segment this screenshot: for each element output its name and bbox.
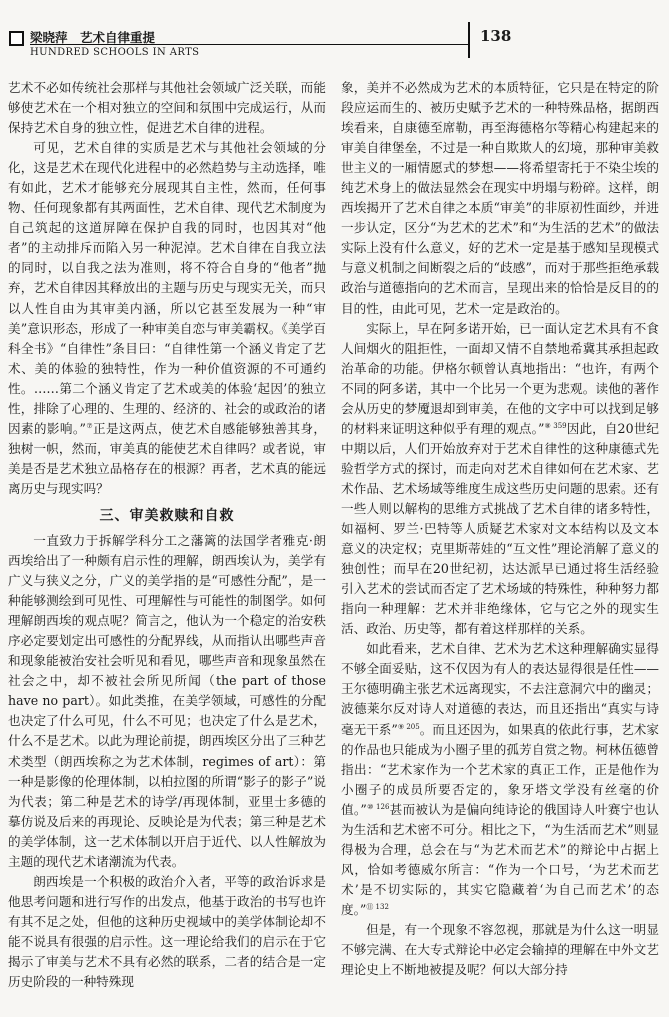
paragraph: 一直致力于拆解学科分工之藩篱的法国学者雅克·朗西埃给出了一种颇有启示性的理解，朗西埃认为，美学有广义与狭义之分，广义的美学指的是“可感性分配”，是一种能够测绘到可见性、可理解性与可能性的制图学。如何理解朗西埃的观点呢？简言之，他认为一个稳定的治安秩序必定要划定出可感性的分配界线，从而指认出哪些声音和现象能被治安社会听见和看见，哪些声音和现象虽然在社会之中，却不被社会所见所闻（the part of those have no part）。如此类推，在美学领域，可感性的分配也决定了什么可见，什么不可见；也决定了什么是艺术，什么不是艺术。以此为理论前提，朗西埃区分出了三种艺术类型（朗西埃称之为艺术体制，regimes of art）：第一种是影像的伦理体制，以柏拉图的所谓“影子的影子”说为代表；第二种是艺术的诗学/再现体制，亚里士多德的摹仿说及后来的再现论、反映论是为代表；第三种是艺术的美学体制，这一艺术体制以开启于近代、以人性解放为主题的现代艺术诸潮流为代表。	[8, 532, 326, 869]
paragraph: 象，美并不必然成为艺术的本质特征，它只是在特定的阶段应运而生的、被历史赋予艺术的一种特殊品格，据朗西埃看来，自康德至席勒，再至海德格尔等精心构建起来的审美自律堡垒，不过是一种自欺欺人的幻境，那种审美救世主义的一厢情愿式的梦想——将希望寄托于不染尘埃的纯艺术身上的做法显然会在现实中坍塌与粉碎。这样，朗西埃揭开了艺术自律之本质“审美”的非原初性面纱，并进一步认定，区分“为艺术的艺术”和“为生活的艺术”的做法实际上没有什么意义，好的艺术一定是基于感知呈现模式与意义机制之间断裂之后的“歧感”，而对于那些拒绝承载政治与道德指向的艺术而言，呈现出来的恰恰是反目的的目的性，由此可见，艺术一定是政治的。	[341, 80, 659, 316]
paragraph-text: 。而且还因为，如果真的依此行事，艺术家的作品也只能成为小圈子里的孤芳自赏之物。柯林伍德曾指出：“艺术家作为一个艺术家的真正工作，正是他作为小圈子的成员所要否定的，象牙塔文学没有丝毫的价值。”	[341, 721, 659, 817]
footnote-ref: ⑪ 132	[366, 902, 389, 911]
footnote-ref: ⑨ 205	[397, 722, 420, 731]
left-column	[8, 78, 326, 992]
right-column	[341, 78, 659, 980]
paragraph	[341, 639, 659, 920]
paragraph-text: 甚而被认为是偏向纯诗论的俄国诗人叶赛宁也认为生活和艺术密不可分。相比之下，“为生活而艺术”则显得极为合理，总会在与“为艺术而艺术”的辩论中占据上风，恰如考德威尔所言：“作为一个口号，‘为艺术而艺术’是不切实际的，其实它隐藏着‘为自己而艺术’的态度。”	[341, 801, 660, 917]
footnote-ref: ⑧ 359	[544, 421, 567, 430]
paragraph-text: 实际上，早在阿多诺开始，已一面认定艺术具有不食人间烟火的阻拒性，一面却又情不自禁地希冀其承担起政治革命的功能。伊格尔顿曾认真地指出：“也许，有两个不同的阿多诺，其中一个比另一个更为悲观。读他的著作会从历史的梦魇退却到审美，在他的文字中可以找到足够的材料来证明这种似乎有理的观点。”	[341, 320, 659, 436]
journal-series-name: HUNDRED SCHOOLS IN ARTS	[30, 47, 200, 58]
header-divider	[468, 22, 470, 58]
paragraph: 艺术不必如传统社会那样与其他社会领域广泛关联，而能够使艺术在一个相对独立的空间和氛围中完成运行，从而保持艺术自身的独立性，促进艺术自律的进程。	[8, 80, 326, 136]
page-header	[0, 0, 669, 68]
page-number: 138	[480, 27, 512, 45]
footnote-ref: ⑦	[85, 421, 93, 430]
paragraph-text: 正是这两点，使艺术自感能够独善其身，独树一帜，然而，审美真的能使艺术自律吗？或者说，审美是否是艺术独立品格存在的根源？再者，艺术真的能远离历史与现实吗？	[8, 420, 327, 496]
paragraph-text: 因此，自20世纪中期以后，人们开始放弃对于艺术自律性的这种康德式先验哲学方式的探讨，而走向对艺术自律如何在艺术家、艺术作品、艺术场域等维度生成这些历史问题的思索。还有一些人则以解构的思维方式挑战了艺术自律的诸多特性，如福柯、罗兰·巴特等人质疑艺术家对文本结构以及文本意义的决定权；克里斯蒂娃的“互文性”理论消解了意义的独创性；而早在20世纪初，达达派早已通过将生活经验引入艺术的尝试而否定了艺术场域的特殊性，种种努力都指向一种理解：艺术并非绝缘体，它与它之外的现实生活、政治、历史等，都有着这样那样的关系。	[341, 420, 659, 637]
running-title: 梁晓萍 艺术自律重提	[30, 30, 156, 45]
section-heading: 三、审美救赎和自救	[99, 507, 235, 524]
header-square-icon	[9, 31, 24, 46]
header-rule	[30, 44, 468, 45]
footnote-ref: ⑩ 126	[366, 802, 390, 811]
paragraph: 朗西埃是一个积极的政治介入者，平等的政治诉求是他思考问题和进行写作的出发点，他基于政治的书写也许有其不足之处，但他的这种历史视域中的美学体制论却不能不说具有很强的启示性。这一理论给我们的启示在于它揭示了审美与艺术不具有必然的联系，二者的结合是一定历史阶段的一种特殊现	[8, 873, 326, 990]
paragraph	[341, 319, 659, 640]
paragraph-text: 如此看来，艺术自律、艺术为艺术这种理解确实显得不够全面妥贴，这不仅因为有人的表达显得很是任性——王尔德明确主张艺术远离现实，不去注意洞穴中的幽灵；波德莱尔反对诗人对道德的表达，而且还指出“真实与诗毫无干系”	[341, 641, 659, 737]
paragraph: 但是，有一个现象不容忽视，那就是为什么这一明显不够完满、在大专式辩论中必定会输掉的理解在中外文艺理论史上不断地被提及呢？何以大部分持	[341, 921, 659, 978]
paragraph-text: 可见，艺术自律的实质是艺术与其他社会领域的分化，这是艺术在现代化进程中的必然趋势与主动选择，唯有如此，艺术才能够充分展现其自主性，然而，任何事物、任何现象都有其两面性，艺术自律、现代艺术制度为自己筑起的这道屏障在保护自我的同时，也因其对“他者”的主动排斥而陷入另一种泥淖。艺术自律在自我立法的同时，以自我之法为准则，将不符合自身的“他者”抛弃，艺术自律因其释放出的主题与历史与现实无关，而只以人性自由为其审美内涵，所以它甚至发展为一种“审美”意识形态，形成了一种审美自恋与审美霸权。《美学百科全书》“自律性”条目曰：“自律性第一个涵义肯定了艺术、美的体验的独特性，作为一种价值资源的不可通约性。……第二个涵义肯定了艺术或美的体验‘起因’的独立性，排除了心理的、生理的、经济的、社会的或政治的诸因素的影响。”	[8, 140, 326, 436]
paragraph	[8, 138, 326, 499]
